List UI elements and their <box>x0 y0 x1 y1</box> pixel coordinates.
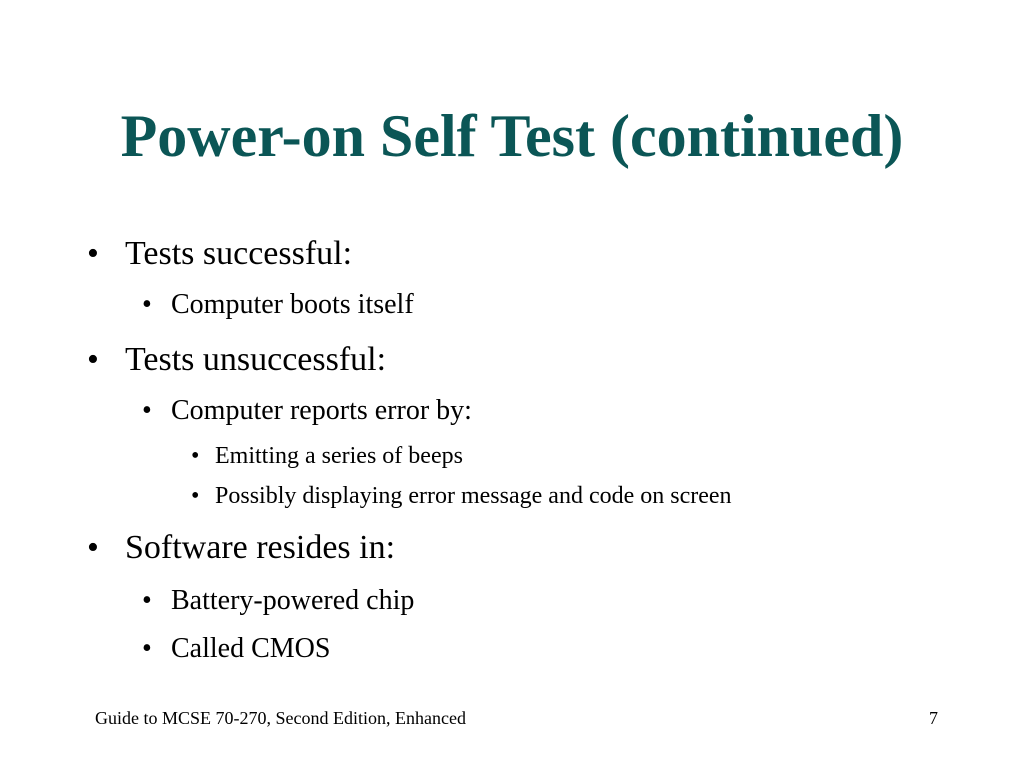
bullet-text: Software resides in: <box>125 529 396 566</box>
bullet-item-called-cmos <box>142 632 331 666</box>
bullet-text: Computer reports error by: <box>171 395 472 426</box>
bullet-icon: • <box>142 395 152 426</box>
bullet-text: Called CMOS <box>171 633 331 664</box>
page-number: 7 <box>929 708 938 728</box>
bullet-text: Emitting a series of beeps <box>215 443 463 469</box>
bullet-text: Possibly displaying error message and code on screen <box>215 483 732 509</box>
bullet-text: Tests unsuccessful: <box>125 341 387 378</box>
bullet-icon: • <box>142 585 152 616</box>
bullet-text: Battery-powered chip <box>171 585 415 616</box>
bullet-item-battery-powered-chip <box>142 584 415 618</box>
bullet-icon: • <box>191 483 200 509</box>
bullet-item-software-resides <box>87 528 396 568</box>
bullet-icon: • <box>87 529 99 566</box>
slide-title: Power-on Self Test (continued) <box>120 103 904 169</box>
bullet-item-emitting-beeps <box>191 441 463 471</box>
bullet-icon: • <box>191 443 200 469</box>
bullet-icon: • <box>87 235 99 272</box>
bullet-icon: • <box>142 289 152 320</box>
bullet-text: Computer boots itself <box>171 289 414 320</box>
bullet-item-computer-reports-error <box>142 394 472 428</box>
footer-course-title: Guide to MCSE 70-270, Second Edition, Enhanced <box>95 708 466 728</box>
bullet-item-computer-boots-itself <box>142 288 414 322</box>
bullet-item-tests-successful <box>87 234 353 274</box>
bullet-item-displaying-error-message <box>191 481 732 511</box>
bullet-icon: • <box>142 633 152 664</box>
bullet-text: Tests successful: <box>125 235 353 272</box>
bullet-icon: • <box>87 341 99 378</box>
bullet-item-tests-unsuccessful <box>87 340 387 380</box>
